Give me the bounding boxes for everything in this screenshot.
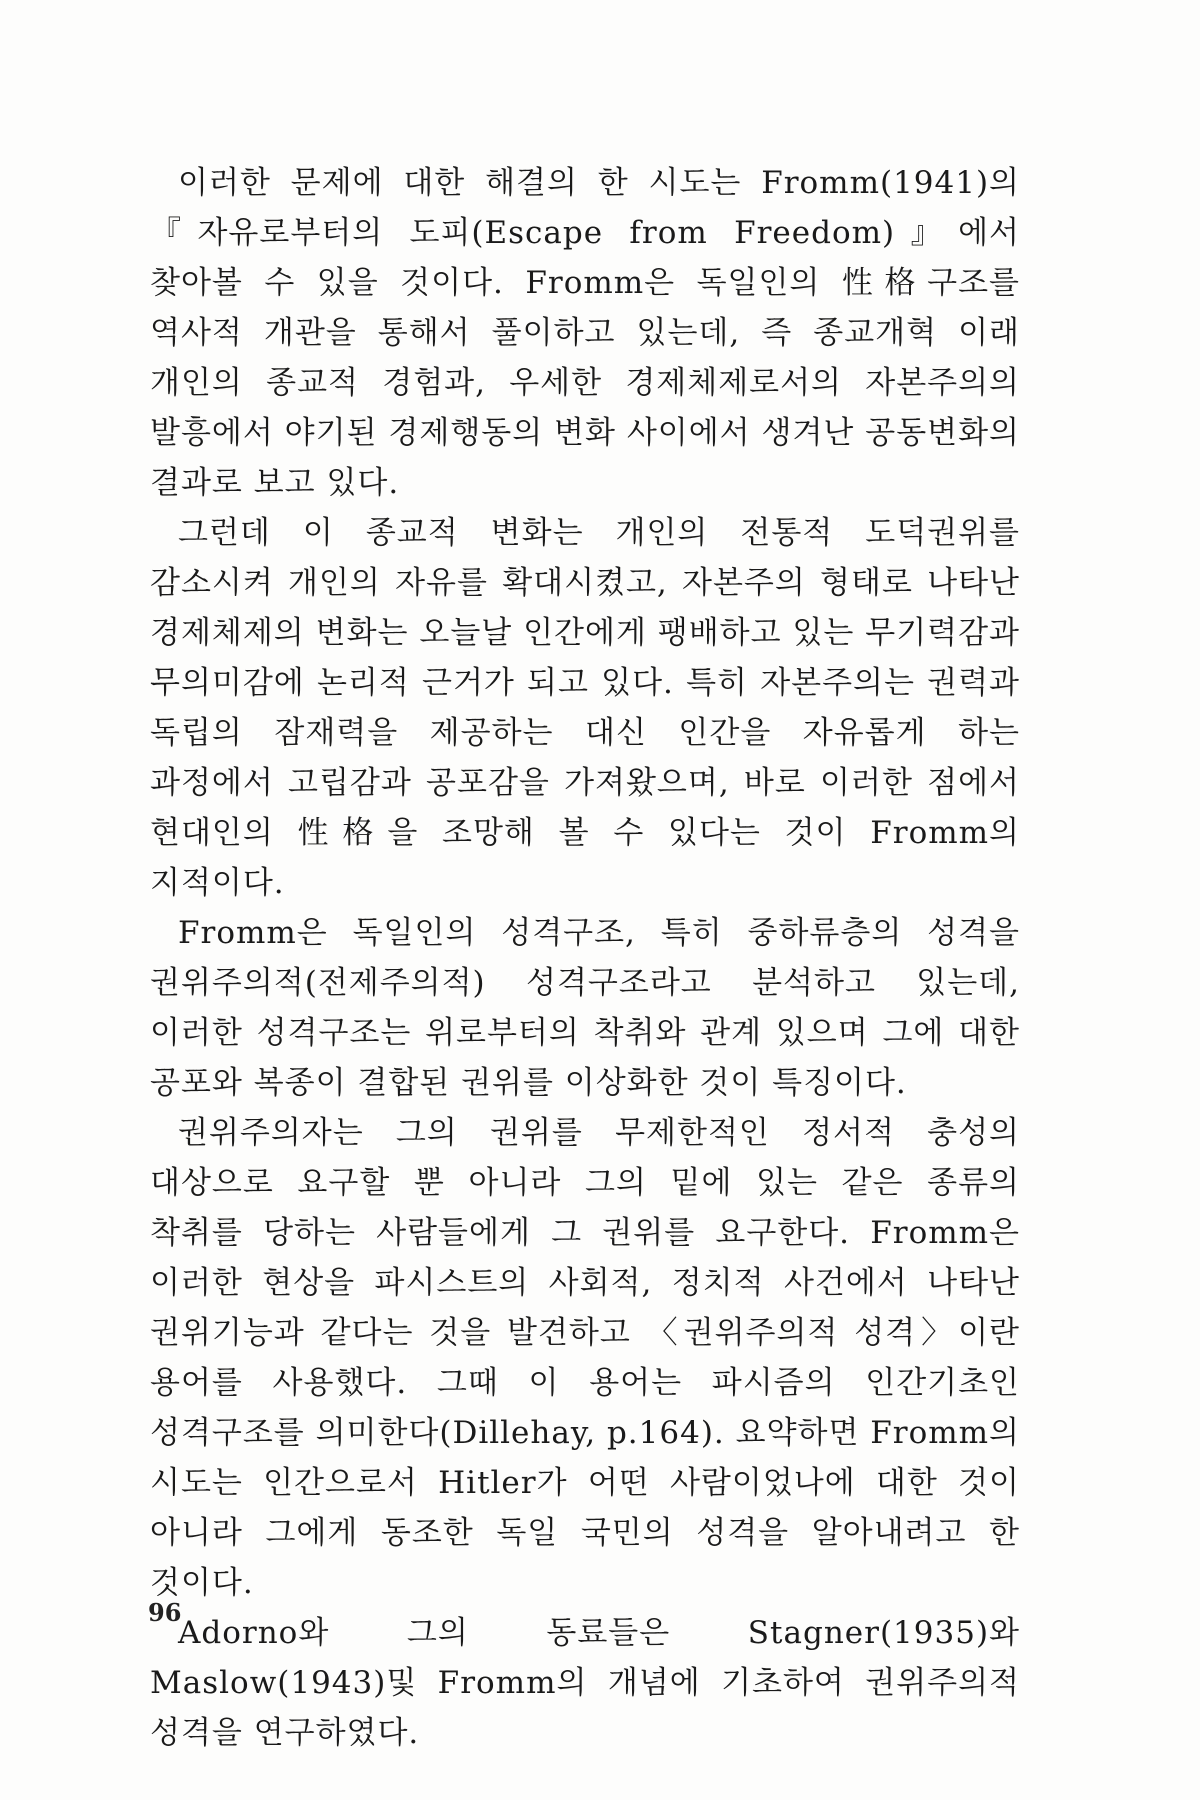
paragraph-3: Fromm은 독일인의 성격구조, 특히 중하류층의 성격을 권위주의적(전제주의적) 성격구조라고 분석하고 있는데, 이러한 성격구조는 위로부터의 착취와 관계 있으며 그에 대한 공포와 복종이 결합된 권위를 이상화한 것이 특징이다. (150, 915, 1020, 1101)
paragraph-2: 그런데 이 종교적 변화는 개인의 전통적 도덕권위를 감소시켜 개인의 자유를 확대시켰고, 자본주의 형태로 나타난 경제체제의 변화는 오늘날 인간에게 팽배하고 있는 무기력감과 무의미감에 논리적 근거가 되고 있다. 특히 자본주의는 권력과 독립의 잠재력을 제공하는 대신 인간을 자유롭게 하는 과정에서 고립감과 공포감을 가져왔으며, 바로 이러한 점에서 현대인의 性格을 조망해 볼 수 있다는 것이 Fromm의 지적이다. (150, 515, 1020, 901)
paragraph-4: 권위주의자는 그의 권위를 무제한적인 정서적 충성의 대상으로 요구할 뿐 아니라 그의 밑에 있는 같은 종류의 착취를 당하는 사람들에게 그 권위를 요구한다. Fromm은 이러한 현상을 파시스트의 사회적, 정치적 사건에서 나타난 권위기능과 같다는 것을 발견하고 〈권위주의적 성격〉이란 용어를 사용했다. 그때 이 용어는 파시즘의 인간기초인 성격구조를 의미한다(Dillehay, p.164). 요약하면 Fromm의 시도는 인간으로서 Hitler가 어떤 사람이었나에 대한 것이 아니라 그에게 동조한 독일 국민의 성격을 알아내려고 한 것이다. (150, 1115, 1020, 1601)
page-number: 96 (148, 1598, 182, 1627)
paragraph-1: 이러한 문제에 대한 해결의 한 시도는 Fromm(1941)의 『자유로부터의 도피(Escape from Freedom)』에서 찾아볼 수 있을 것이다. Fromm은 독일인의 性格구조를 역사적 개관을 통해서 풀이하고 있는데, 즉 종교개혁 이래 개인의 종교적 경험과, 우세한 경제체제로서의 자본주의의 발흥에서 야기된 경제행동의 변화 사이에서 생겨난 공동변화의 결과로 보고 있다. (150, 165, 1020, 501)
paragraph-5: Adorno와 그의 동료들은 Stagner(1935)와 Maslow(1943)및 Fromm의 개념에 기초하여 권위주의적 성격을 연구하였다. (150, 1615, 1020, 1751)
body-text (150, 158, 1020, 1758)
